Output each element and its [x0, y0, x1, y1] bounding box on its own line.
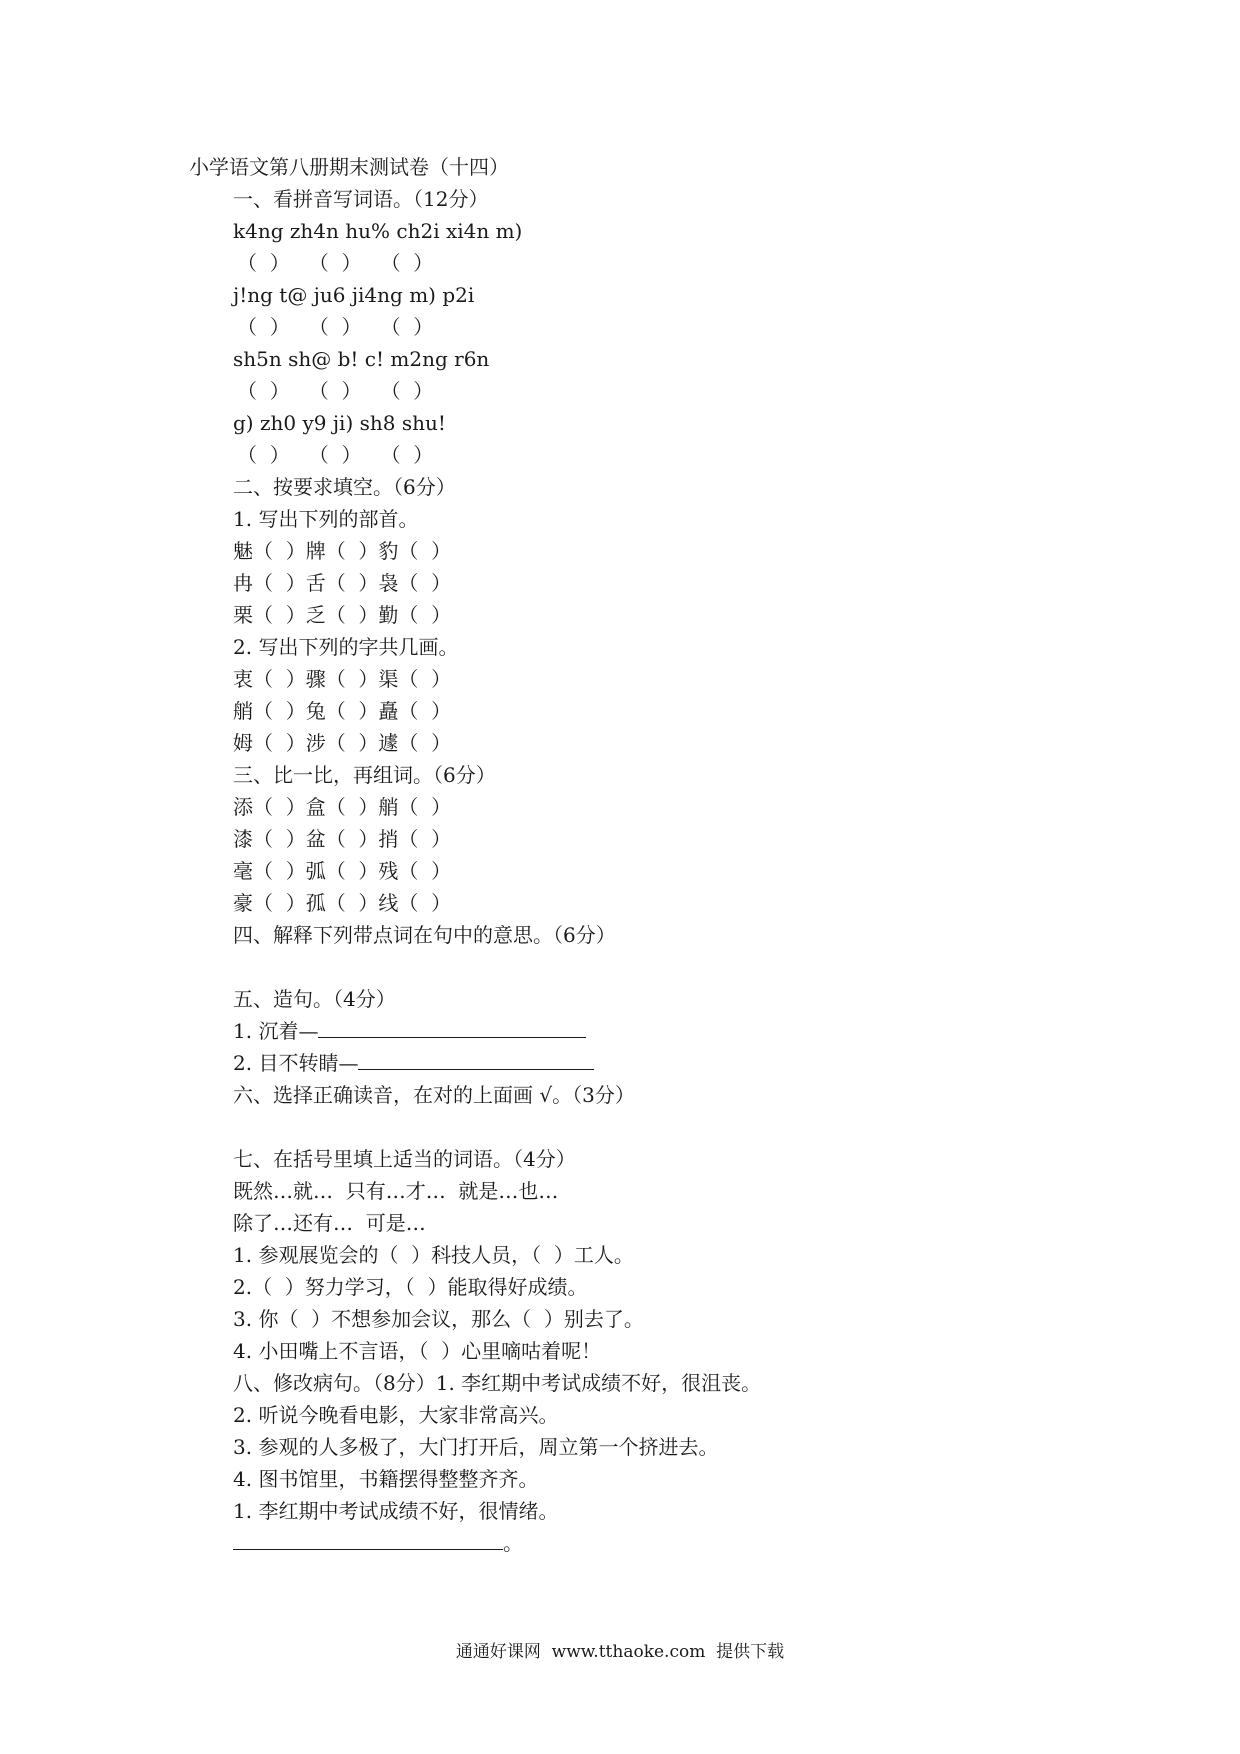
word-options: 既然…就… 只有…才… 就是…也…	[233, 1179, 559, 1203]
section-8-heading: 八、修改病句。（8分）1. 李红期中考试成绩不好，很沮丧。	[233, 1371, 762, 1395]
question-line: 姆（ ）涉（ ）遽（ ）	[233, 731, 452, 755]
fix-item: 4. 图书馆里，书籍摆得整整齐齐。	[233, 1467, 539, 1491]
section-2-heading: 二、按要求填空。（6分）	[233, 475, 456, 499]
question-line: 漆（ ）盆（ ）捎（ ）	[233, 827, 452, 851]
fill-item: 3. 你（ ）不想参加会议，那么（ ）别去了。	[233, 1307, 644, 1331]
section-6-heading: 六、选择正确读音，在对的上面画 √。（3分）	[233, 1083, 635, 1107]
section-4-heading: 四、解释下列带点词在句中的意思。（6分）	[233, 923, 616, 947]
pinyin-row: sh5n sh@ b! c! m2ng r6n	[233, 347, 490, 371]
section-7-heading: 七、在括号里填上适当的词语。（4分）	[233, 1147, 576, 1171]
word-options: 除了…还有… 可是…	[233, 1211, 426, 1235]
question-text: 1. 写出下列的部首。	[233, 507, 419, 531]
pinyin-row: g) zh0 y9 ji) sh8 shu!	[233, 411, 446, 435]
sentence-word: 1. 沉着—	[233, 1019, 319, 1043]
section-5-heading: 五、造句。（4分）	[233, 987, 396, 1011]
sentence-prompt-2	[233, 1049, 594, 1077]
question-line: 毫（ ）弧（ ）残（ ）	[233, 859, 452, 883]
question-line: 衷（ ）骤（ ）渠（ ）	[233, 667, 452, 691]
section-3-heading: 三、比一比，再组词。（6分）	[233, 763, 496, 787]
question-line: 艄（ ）兔（ ）矗（ ）	[233, 699, 452, 723]
answer-parens: （ ） （ ） （ ）	[237, 251, 434, 275]
answer-parens: （ ） （ ） （ ）	[237, 315, 434, 339]
answer-blank[interactable]	[318, 1017, 586, 1038]
section-1-heading: 一、看拼音写词语。（12分）	[233, 187, 489, 211]
fix-item: 1. 李红期中考试成绩不好，很情绪。	[233, 1499, 559, 1523]
fill-item: 1. 参观展览会的（ ）科技人员，（ ）工人。	[233, 1243, 634, 1267]
fix-item: 3. 参观的人多极了，大门打开后，周立第一个挤进去。	[233, 1435, 719, 1459]
pinyin-row: k4ng zh4n hu% ch2i xi4n m)	[233, 219, 523, 243]
question-line: 栗（ ）乏（ ）勤（ ）	[233, 603, 452, 627]
answer-blank[interactable]	[233, 1529, 503, 1550]
question-line: 添（ ）盒（ ）艄（ ）	[233, 795, 452, 819]
page-title: 小学语文第八册期末测试卷（十四）	[189, 155, 509, 179]
question-line: 冉（ ）舌（ ）袅（ ）	[233, 571, 452, 595]
answer-parens: （ ） （ ） （ ）	[237, 379, 434, 403]
answer-end-mark: 。	[503, 1531, 523, 1555]
question-line: 豪（ ）孤（ ）线（ ）	[233, 891, 452, 915]
answer-line	[233, 1529, 523, 1557]
page-footer: 通通好课网 www.tthaoke.com 提供下载	[455, 1642, 785, 1662]
fill-item: 4. 小田嘴上不言语，（ ）心里嘀咕着呢！	[233, 1339, 602, 1363]
question-line: 魅（ ）牌（ ）豹（ ）	[233, 539, 452, 563]
sentence-prompt-1	[233, 1017, 586, 1045]
pinyin-row: j!ng t@ ju6 ji4ng m) p2i	[233, 283, 475, 307]
answer-blank[interactable]	[358, 1049, 594, 1070]
fill-item: 2.（ ）努力学习，（ ）能取得好成绩。	[233, 1275, 588, 1299]
fix-item: 2. 听说今晚看电影，大家非常高兴。	[233, 1403, 559, 1427]
answer-parens: （ ） （ ） （ ）	[237, 443, 434, 467]
sentence-word: 2. 目不转睛—	[233, 1051, 359, 1075]
question-text: 2. 写出下列的字共几画。	[233, 635, 459, 659]
